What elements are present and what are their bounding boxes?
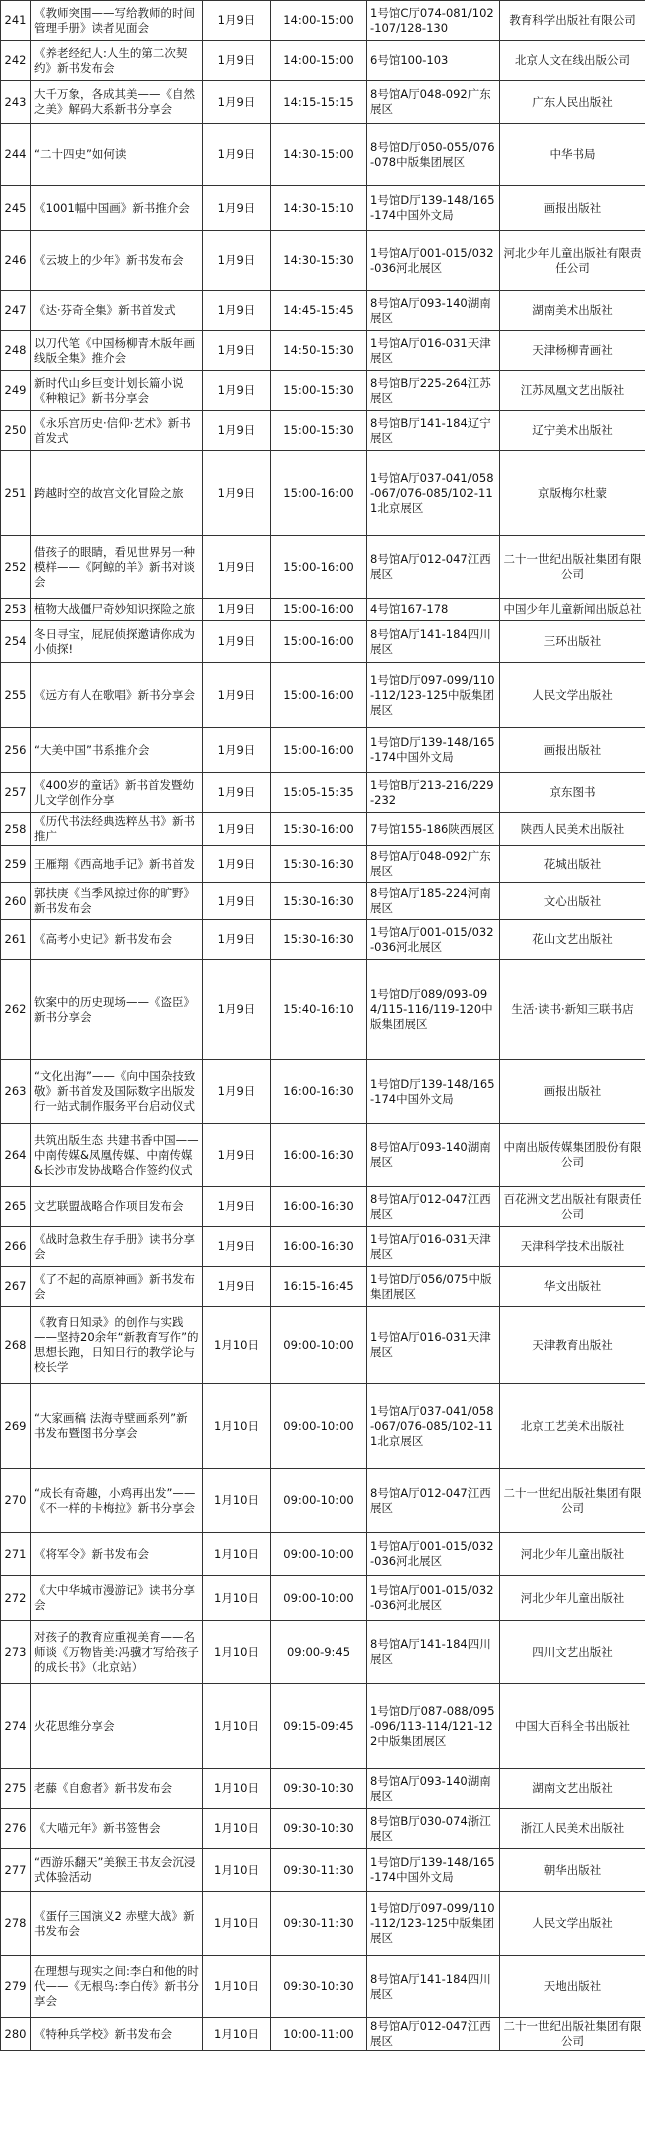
table-row — [1, 1267, 645, 1307]
table-row — [1, 728, 645, 773]
row-number: 243 — [1, 81, 31, 124]
event-publisher: 湖南文艺出版社 — [500, 1769, 645, 1809]
row-number: 259 — [1, 846, 31, 883]
event-title: 《大中华城市漫游记》读书分享会 — [31, 1576, 203, 1621]
event-venue: 1号馆C厅074-081/102-107/128-130 — [367, 1, 500, 41]
event-title: 以刀代笔《中国杨柳青木版年画线版全集》推介会 — [31, 331, 203, 371]
event-date: 1月9日 — [203, 331, 271, 371]
event-venue: 1号馆A厅016-031天津展区 — [367, 1227, 500, 1267]
event-time: 09:15-09:45 — [271, 1684, 367, 1769]
event-venue: 8号馆A厅012-047江西展区 — [367, 2018, 500, 2051]
table-row — [1, 371, 645, 411]
table-row — [1, 1227, 645, 1267]
event-publisher: 浙江人民美术出版社 — [500, 1809, 645, 1849]
event-date: 1月10日 — [203, 1809, 271, 1849]
event-time: 15:00-16:00 — [271, 451, 367, 536]
row-number: 260 — [1, 883, 31, 920]
event-title: 植物大战僵尸奇妙知识探险之旅 — [31, 599, 203, 621]
event-title: 冬日寻宝，屁屁侦探邀请你成为小侦探! — [31, 621, 203, 663]
event-publisher: 花城出版社 — [500, 846, 645, 883]
event-venue: 1号馆D厅139-148/165-174中国外文局 — [367, 1849, 500, 1892]
event-venue: 8号馆A厅141-184四川展区 — [367, 1621, 500, 1684]
table-row — [1, 1769, 645, 1809]
event-title: 借孩子的眼睛，看见世界另一种模样——《阿鲸的羊》新书对谈会 — [31, 536, 203, 599]
event-title: 《1001幅中国画》新书推介会 — [31, 186, 203, 231]
event-date: 1月9日 — [203, 186, 271, 231]
event-title: 新时代山乡巨变计划长篇小说《种粮记》新书分享会 — [31, 371, 203, 411]
event-publisher: 江苏凤凰文艺出版社 — [500, 371, 645, 411]
table-row — [1, 1384, 645, 1469]
event-time: 14:50-15:30 — [271, 331, 367, 371]
event-publisher: 河北少年儿童出版社 — [500, 1576, 645, 1621]
event-date: 1月10日 — [203, 1849, 271, 1892]
row-number: 263 — [1, 1060, 31, 1124]
event-time: 14:15-15:15 — [271, 81, 367, 124]
event-time: 16:00-16:30 — [271, 1227, 367, 1267]
table-row — [1, 81, 645, 124]
event-time: 09:00-10:00 — [271, 1384, 367, 1469]
event-venue: 1号馆B厅213-216/229-232 — [367, 773, 500, 813]
event-publisher: 二十一世纪出版社集团有限公司 — [500, 536, 645, 599]
event-publisher: 三环出版社 — [500, 621, 645, 663]
event-venue: 8号馆A厅012-047江西展区 — [367, 1187, 500, 1227]
row-number: 266 — [1, 1227, 31, 1267]
row-number: 256 — [1, 728, 31, 773]
row-number: 246 — [1, 231, 31, 291]
table-row — [1, 1892, 645, 1956]
event-time: 09:00-10:00 — [271, 1307, 367, 1384]
event-time: 09:30-10:30 — [271, 1769, 367, 1809]
table-row — [1, 1060, 645, 1124]
event-time: 15:40-16:10 — [271, 960, 367, 1060]
event-date: 1月10日 — [203, 2018, 271, 2051]
event-publisher: 天津科学技术出版社 — [500, 1227, 645, 1267]
event-venue: 8号馆D厅050-055/076-078中版集团展区 — [367, 124, 500, 186]
event-venue: 1号馆A厅037-041/058-067/076-085/102-111北京展区 — [367, 1384, 500, 1469]
event-title: 共筑出版生态 共建书香中国——中南传媒&凤凰传媒、中南传媒&长沙市发协战略合作签约仪式 — [31, 1124, 203, 1187]
table-row — [1, 1684, 645, 1769]
event-time: 15:30-16:30 — [271, 846, 367, 883]
event-title: 在理想与现实之间:李白和他的时代——《无根鸟:李白传》新书分享会 — [31, 1956, 203, 2018]
event-publisher: 生活·读书·新知三联书店 — [500, 960, 645, 1060]
row-number: 277 — [1, 1849, 31, 1892]
event-date: 1月10日 — [203, 1621, 271, 1684]
event-time: 15:00-16:00 — [271, 536, 367, 599]
event-time: 10:00-11:00 — [271, 2018, 367, 2051]
event-venue: 1号馆A厅001-015/032-036河北展区 — [367, 1533, 500, 1576]
table-row — [1, 1956, 645, 2018]
event-publisher: 河北少年儿童出版社 — [500, 1533, 645, 1576]
event-date: 1月9日 — [203, 451, 271, 536]
event-publisher: 中华书局 — [500, 124, 645, 186]
row-number: 270 — [1, 1469, 31, 1533]
event-title: 《战时急救生存手册》读书分享会 — [31, 1227, 203, 1267]
row-number: 276 — [1, 1809, 31, 1849]
event-venue: 8号馆A厅141-184四川展区 — [367, 1956, 500, 2018]
event-venue: 1号馆A厅016-031天津展区 — [367, 1307, 500, 1384]
event-title: 王雁翔《西高地手记》新书首发 — [31, 846, 203, 883]
row-number: 261 — [1, 920, 31, 960]
event-title: 老藤《自愈者》新书发布会 — [31, 1769, 203, 1809]
event-date: 1月10日 — [203, 1956, 271, 2018]
event-date: 1月9日 — [203, 621, 271, 663]
event-date: 1月9日 — [203, 231, 271, 291]
event-time: 15:00-16:00 — [271, 599, 367, 621]
event-title: 郭扶庚《当季风掠过你的旷野》新书发布会 — [31, 883, 203, 920]
event-time: 14:30-15:10 — [271, 186, 367, 231]
event-venue: 8号馆A厅185-224河南展区 — [367, 883, 500, 920]
event-venue: 1号馆A厅037-041/058-067/076-085/102-111北京展区 — [367, 451, 500, 536]
event-time: 16:00-16:30 — [271, 1187, 367, 1227]
event-time: 09:00-10:00 — [271, 1533, 367, 1576]
table-row — [1, 773, 645, 813]
event-publisher: 人民文学出版社 — [500, 663, 645, 728]
event-title: 钦案中的历史现场——《盗臣》新书分享会 — [31, 960, 203, 1060]
event-time: 14:30-15:00 — [271, 124, 367, 186]
event-venue: 8号馆A厅048-092广东展区 — [367, 81, 500, 124]
event-venue: 1号馆A厅001-015/032-036河北展区 — [367, 231, 500, 291]
event-venue: 8号馆A厅012-047江西展区 — [367, 1469, 500, 1533]
event-date: 1月10日 — [203, 1533, 271, 1576]
table-row — [1, 846, 645, 883]
event-venue: 8号馆A厅093-140湖南展区 — [367, 1769, 500, 1809]
event-publisher: 河北少年儿童出版社有限责任公司 — [500, 231, 645, 291]
row-number: 265 — [1, 1187, 31, 1227]
row-number: 252 — [1, 536, 31, 599]
event-venue: 8号馆A厅012-047江西展区 — [367, 536, 500, 599]
event-publisher: 天津杨柳青画社 — [500, 331, 645, 371]
event-venue: 8号馆A厅048-092广东展区 — [367, 846, 500, 883]
event-publisher: 画报出版社 — [500, 1060, 645, 1124]
event-date: 1月9日 — [203, 773, 271, 813]
table-row — [1, 2018, 645, 2051]
event-venue: 1号馆D厅097-099/110-112/123-125中版集团展区 — [367, 663, 500, 728]
event-date: 1月10日 — [203, 1769, 271, 1809]
table-row — [1, 1533, 645, 1576]
table-row — [1, 451, 645, 536]
event-time: 14:00-15:00 — [271, 1, 367, 41]
event-time: 15:30-16:00 — [271, 813, 367, 846]
event-venue: 1号馆D厅139-148/165-174中国外文局 — [367, 728, 500, 773]
event-date: 1月9日 — [203, 536, 271, 599]
event-venue: 8号馆B厅225-264江苏展区 — [367, 371, 500, 411]
event-publisher: 湖南美术出版社 — [500, 291, 645, 331]
table-row — [1, 813, 645, 846]
event-time: 09:30-11:30 — [271, 1892, 367, 1956]
event-publisher: 画报出版社 — [500, 186, 645, 231]
event-date: 1月10日 — [203, 1576, 271, 1621]
table-row — [1, 1809, 645, 1849]
event-venue: 8号馆A厅141-184四川展区 — [367, 621, 500, 663]
table-row — [1, 186, 645, 231]
event-publisher: 二十一世纪出版社集团有限公司 — [500, 2018, 645, 2051]
event-date: 1月10日 — [203, 1892, 271, 1956]
table-row — [1, 124, 645, 186]
row-number: 255 — [1, 663, 31, 728]
event-title: 《永乐宫历史·信仰·艺术》新书首发式 — [31, 411, 203, 451]
event-venue: 4号馆167-178 — [367, 599, 500, 621]
row-number: 275 — [1, 1769, 31, 1809]
event-time: 15:05-15:35 — [271, 773, 367, 813]
event-date: 1月10日 — [203, 1684, 271, 1769]
table-row — [1, 1307, 645, 1384]
table-row — [1, 883, 645, 920]
event-date: 1月9日 — [203, 599, 271, 621]
event-publisher: 华文出版社 — [500, 1267, 645, 1307]
row-number: 278 — [1, 1892, 31, 1956]
event-date: 1月10日 — [203, 1384, 271, 1469]
row-number: 254 — [1, 621, 31, 663]
event-date: 1月9日 — [203, 728, 271, 773]
table-row — [1, 960, 645, 1060]
event-title: 文艺联盟战略合作项目发布会 — [31, 1187, 203, 1227]
event-time: 09:30-10:30 — [271, 1956, 367, 2018]
row-number: 248 — [1, 331, 31, 371]
event-date: 1月9日 — [203, 920, 271, 960]
table-row — [1, 1576, 645, 1621]
row-number: 269 — [1, 1384, 31, 1469]
event-title: 跨越时空的故宫文化冒险之旅 — [31, 451, 203, 536]
event-time: 14:45-15:45 — [271, 291, 367, 331]
event-date: 1月9日 — [203, 813, 271, 846]
event-venue: 1号馆D厅056/075中版集团展区 — [367, 1267, 500, 1307]
event-title: 《高考小史记》新书发布会 — [31, 920, 203, 960]
event-date: 1月9日 — [203, 1227, 271, 1267]
event-publisher: 北京人文在线出版公司 — [500, 41, 645, 81]
row-number: 257 — [1, 773, 31, 813]
event-time: 09:00-10:00 — [271, 1576, 367, 1621]
event-publisher: 天津教育出版社 — [500, 1307, 645, 1384]
event-venue: 1号馆D厅097-099/110-112/123-125中版集团展区 — [367, 1892, 500, 1956]
table-row — [1, 291, 645, 331]
event-title: “二十四史”如何读 — [31, 124, 203, 186]
event-title: 《云坡上的少年》新书发布会 — [31, 231, 203, 291]
row-number: 279 — [1, 1956, 31, 2018]
event-time: 16:00-16:30 — [271, 1060, 367, 1124]
row-number: 258 — [1, 813, 31, 846]
event-venue: 8号馆B厅030-074浙江展区 — [367, 1809, 500, 1849]
event-date: 1月9日 — [203, 291, 271, 331]
event-date: 1月9日 — [203, 371, 271, 411]
event-date: 1月9日 — [203, 1267, 271, 1307]
event-time: 09:00-10:00 — [271, 1469, 367, 1533]
row-number: 250 — [1, 411, 31, 451]
event-venue: 1号馆D厅087-088/095-096/113-114/121-122中版集团展区 — [367, 1684, 500, 1769]
event-title: 《将军令》新书发布会 — [31, 1533, 203, 1576]
event-date: 1月9日 — [203, 81, 271, 124]
row-number: 273 — [1, 1621, 31, 1684]
event-venue: 1号馆D厅139-148/165-174中国外文局 — [367, 186, 500, 231]
row-number: 271 — [1, 1533, 31, 1576]
event-date: 1月9日 — [203, 41, 271, 81]
event-title: “西游乐翻天”美猴王书友会沉浸式体验活动 — [31, 1849, 203, 1892]
event-title: 《达·芬奇全集》新书首发式 — [31, 291, 203, 331]
event-venue: 1号馆D厅139-148/165-174中国外文局 — [367, 1060, 500, 1124]
table-row — [1, 621, 645, 663]
event-venue: 1号馆A厅001-015/032-036河北展区 — [367, 920, 500, 960]
table-row — [1, 536, 645, 599]
table-row — [1, 1187, 645, 1227]
table-row — [1, 663, 645, 728]
event-time: 15:30-16:30 — [271, 920, 367, 960]
event-publisher: 人民文学出版社 — [500, 1892, 645, 1956]
event-publisher: 四川文艺出版社 — [500, 1621, 645, 1684]
event-time: 09:30-11:30 — [271, 1849, 367, 1892]
event-date: 1月9日 — [203, 1, 271, 41]
table-row — [1, 920, 645, 960]
event-publisher: 辽宁美术出版社 — [500, 411, 645, 451]
event-date: 1月9日 — [203, 883, 271, 920]
event-venue: 8号馆A厅093-140湖南展区 — [367, 291, 500, 331]
event-publisher: 文心出版社 — [500, 883, 645, 920]
event-publisher: 百花洲文艺出版社有限责任公司 — [500, 1187, 645, 1227]
event-venue: 8号馆B厅141-184辽宁展区 — [367, 411, 500, 451]
event-title: 《蛋仔三国演义2 赤壁大战》新书发布会 — [31, 1892, 203, 1956]
event-publisher: 京版梅尔杜蒙 — [500, 451, 645, 536]
event-time: 09:30-10:30 — [271, 1809, 367, 1849]
event-publisher: 北京工艺美术出版社 — [500, 1384, 645, 1469]
event-venue: 6号馆100-103 — [367, 41, 500, 81]
event-title: 《教师突围——写给教师的时间管理手册》读者见面会 — [31, 1, 203, 41]
row-number: 251 — [1, 451, 31, 536]
event-publisher: 中国大百科全书出版社 — [500, 1684, 645, 1769]
event-date: 1月9日 — [203, 663, 271, 728]
event-date: 1月10日 — [203, 1307, 271, 1384]
row-number: 268 — [1, 1307, 31, 1384]
event-venue: 1号馆A厅016-031天津展区 — [367, 331, 500, 371]
row-number: 241 — [1, 1, 31, 41]
event-time: 16:00-16:30 — [271, 1124, 367, 1187]
event-date: 1月9日 — [203, 1060, 271, 1124]
event-publisher: 中国少年儿童新闻出版总社 — [500, 599, 645, 621]
event-title: 《了不起的高原神画》新书发布会 — [31, 1267, 203, 1307]
table-row — [1, 331, 645, 371]
event-title: 《远方有人在歌唱》新书分享会 — [31, 663, 203, 728]
event-title: 《历代书法经典选粹丛书》新书推广 — [31, 813, 203, 846]
event-title: “成长有奇趣，小鸡再出发”——《不一样的卡梅拉》新书分享会 — [31, 1469, 203, 1533]
event-time: 15:30-16:30 — [271, 883, 367, 920]
event-publisher: 花山文艺出版社 — [500, 920, 645, 960]
event-publisher: 京东图书 — [500, 773, 645, 813]
row-number: 244 — [1, 124, 31, 186]
row-number: 274 — [1, 1684, 31, 1769]
event-title: “大美中国”书系推介会 — [31, 728, 203, 773]
event-publisher: 教育科学出版社有限公司 — [500, 1, 645, 41]
schedule-body — [1, 1, 645, 2051]
event-time: 09:00-9:45 — [271, 1621, 367, 1684]
event-time: 16:15-16:45 — [271, 1267, 367, 1307]
table-row — [1, 1849, 645, 1892]
event-time: 15:00-16:00 — [271, 728, 367, 773]
event-publisher: 二十一世纪出版社集团有限公司 — [500, 1469, 645, 1533]
event-date: 1月9日 — [203, 960, 271, 1060]
row-number: 242 — [1, 41, 31, 81]
event-title: 《特种兵学校》新书发布会 — [31, 2018, 203, 2051]
event-publisher: 朝华出版社 — [500, 1849, 645, 1892]
event-publisher: 中南出版传媒集团股份有限公司 — [500, 1124, 645, 1187]
event-title: 《教育日知录》的创作与实践——坚持20余年“新教育写作”的思想长跑，日知日行的教学论与校长学 — [31, 1307, 203, 1384]
event-publisher: 天地出版社 — [500, 1956, 645, 2018]
event-title: “大家画稿 法海寺壁画系列”新书发布暨图书分享会 — [31, 1384, 203, 1469]
event-date: 1月10日 — [203, 1469, 271, 1533]
event-title: 大千万象，各成其美——《自然之美》解码大系新书分享会 — [31, 81, 203, 124]
row-number: 272 — [1, 1576, 31, 1621]
event-title: 《养老经纪人:人生的第二次契约》新书发布会 — [31, 41, 203, 81]
event-venue: 8号馆A厅093-140湖南展区 — [367, 1124, 500, 1187]
row-number: 262 — [1, 960, 31, 1060]
table-row — [1, 41, 645, 81]
row-number: 264 — [1, 1124, 31, 1187]
table-row — [1, 599, 645, 621]
table-row — [1, 411, 645, 451]
event-date: 1月9日 — [203, 411, 271, 451]
event-title: “文化出海”——《向中国杂技致敬》新书首发及国际数字出版发行一站式制作服务平台启动仪式 — [31, 1060, 203, 1124]
row-number: 249 — [1, 371, 31, 411]
event-time: 15:00-15:30 — [271, 371, 367, 411]
table-row — [1, 1469, 645, 1533]
event-venue: 1号馆D厅089/093-094/115-116/119-120中版集团展区 — [367, 960, 500, 1060]
table-row — [1, 231, 645, 291]
event-time: 15:00-15:30 — [271, 411, 367, 451]
event-title: 对孩子的教育应重视美育——名师谈《万物皆美:冯骥才写给孩子的成长书》（北京站） — [31, 1621, 203, 1684]
row-number: 280 — [1, 2018, 31, 2051]
row-number: 247 — [1, 291, 31, 331]
table-row — [1, 1, 645, 41]
event-date: 1月9日 — [203, 1124, 271, 1187]
event-date: 1月9日 — [203, 1187, 271, 1227]
event-date: 1月9日 — [203, 124, 271, 186]
event-publisher: 画报出版社 — [500, 728, 645, 773]
event-venue: 7号馆155-186陕西展区 — [367, 813, 500, 846]
event-publisher: 陕西人民美术出版社 — [500, 813, 645, 846]
event-date: 1月9日 — [203, 846, 271, 883]
event-title: 火花思维分享会 — [31, 1684, 203, 1769]
row-number: 253 — [1, 599, 31, 621]
table-row — [1, 1621, 645, 1684]
event-time: 15:00-16:00 — [271, 621, 367, 663]
event-venue: 1号馆A厅001-015/032-036河北展区 — [367, 1576, 500, 1621]
event-title: 《400岁的童话》新书首发暨幼儿文学创作分享 — [31, 773, 203, 813]
event-time: 15:00-16:00 — [271, 663, 367, 728]
event-publisher: 广东人民出版社 — [500, 81, 645, 124]
row-number: 267 — [1, 1267, 31, 1307]
event-time: 14:30-15:30 — [271, 231, 367, 291]
event-time: 14:00-15:00 — [271, 41, 367, 81]
event-title: 《大喵元年》新书签售会 — [31, 1809, 203, 1849]
row-number: 245 — [1, 186, 31, 231]
table-row — [1, 1124, 645, 1187]
